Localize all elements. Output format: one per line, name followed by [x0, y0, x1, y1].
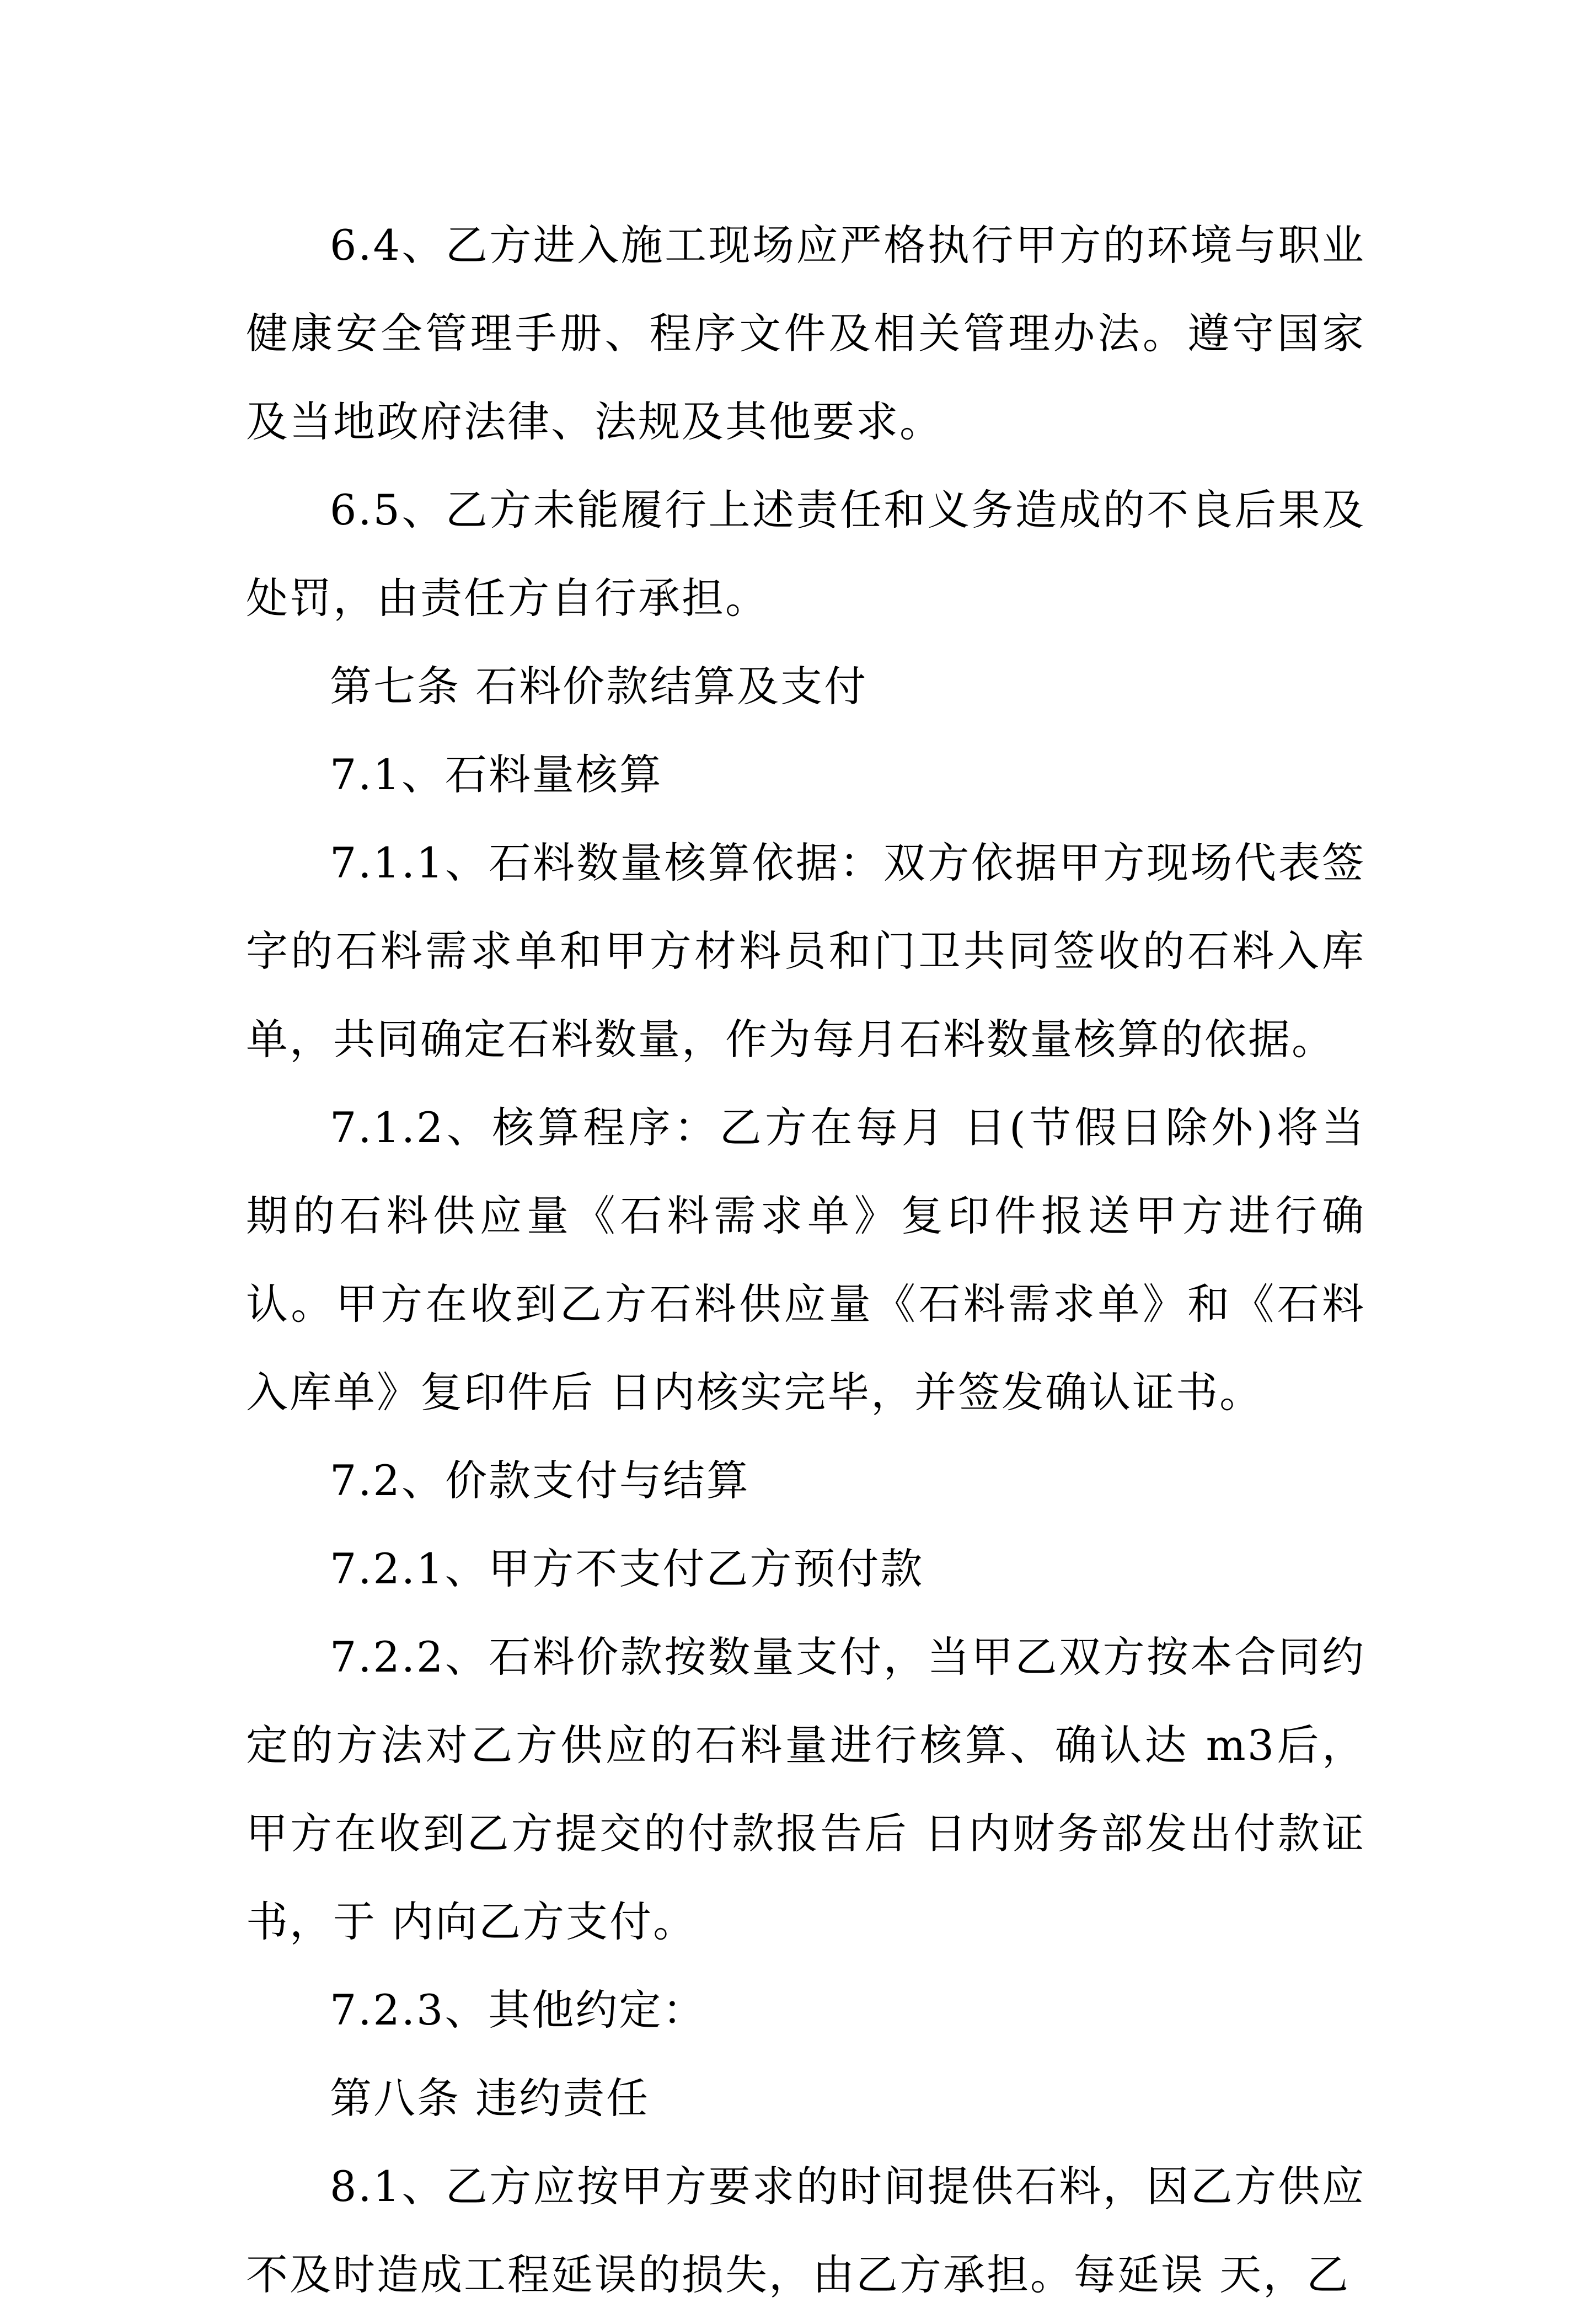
article-8-heading: 第八条 违约责任	[330, 2074, 650, 2123]
clause-7-1: 7.1、石料量核算	[330, 750, 663, 799]
article-7-heading: 第七条 石料价款结算及支付	[330, 662, 868, 711]
document-body	[246, 201, 1365, 2319]
clause-7-2-1: 7.2.1、甲方不支付乙方预付款	[330, 1544, 924, 1593]
clause-7-2: 7.2、价款支付与结算	[330, 1456, 750, 1505]
clause-7-2-2: 7.2.2、石料价款按数量支付，当甲乙双方按本合同约定的方法对乙方供应的石料量进行核算、确认达 m3后，甲方在收到乙方提交的付款报告后 日内财务部发出付款证书，于 内向乙方支付。	[246, 1632, 1365, 1946]
clause-7-1-1: 7.1.1、石料数量核算依据：双方依据甲方现场代表签字的石料需求单和甲方材料员和门卫共同签收的石料入库单，共同确定石料数量，作为每月石料数量核算的依据。	[246, 838, 1365, 1064]
clause-7-2-3: 7.2.3、其他约定：	[330, 1985, 706, 2034]
clause-8-1: 8.1、乙方应按甲方要求的时间提供石料，因乙方供应不及时造成工程延误的损失，由乙方承担。每延误 天，乙	[246, 2162, 1365, 2299]
clause-6-5: 6.5、乙方未能履行上述责任和义务造成的不良后果及处罚，由责任方自行承担。	[246, 485, 1365, 623]
clause-6-4: 6.4、乙方进入施工现场应严格执行甲方的环境与职业健康安全管理手册、程序文件及相关管理办法。遵守国家及当地政府法律、法规及其他要求。	[246, 221, 1365, 446]
clause-7-1-2: 7.1.2、核算程序：乙方在每月 日(节假日除外)将当期的石料供应量《石料需求单》复印件报送甲方进行确认。甲方在收到乙方石料供应量《石料需求单》和《石料入库单》复印件后 日内核实完毕，并签发确认证书。	[246, 1103, 1365, 1417]
